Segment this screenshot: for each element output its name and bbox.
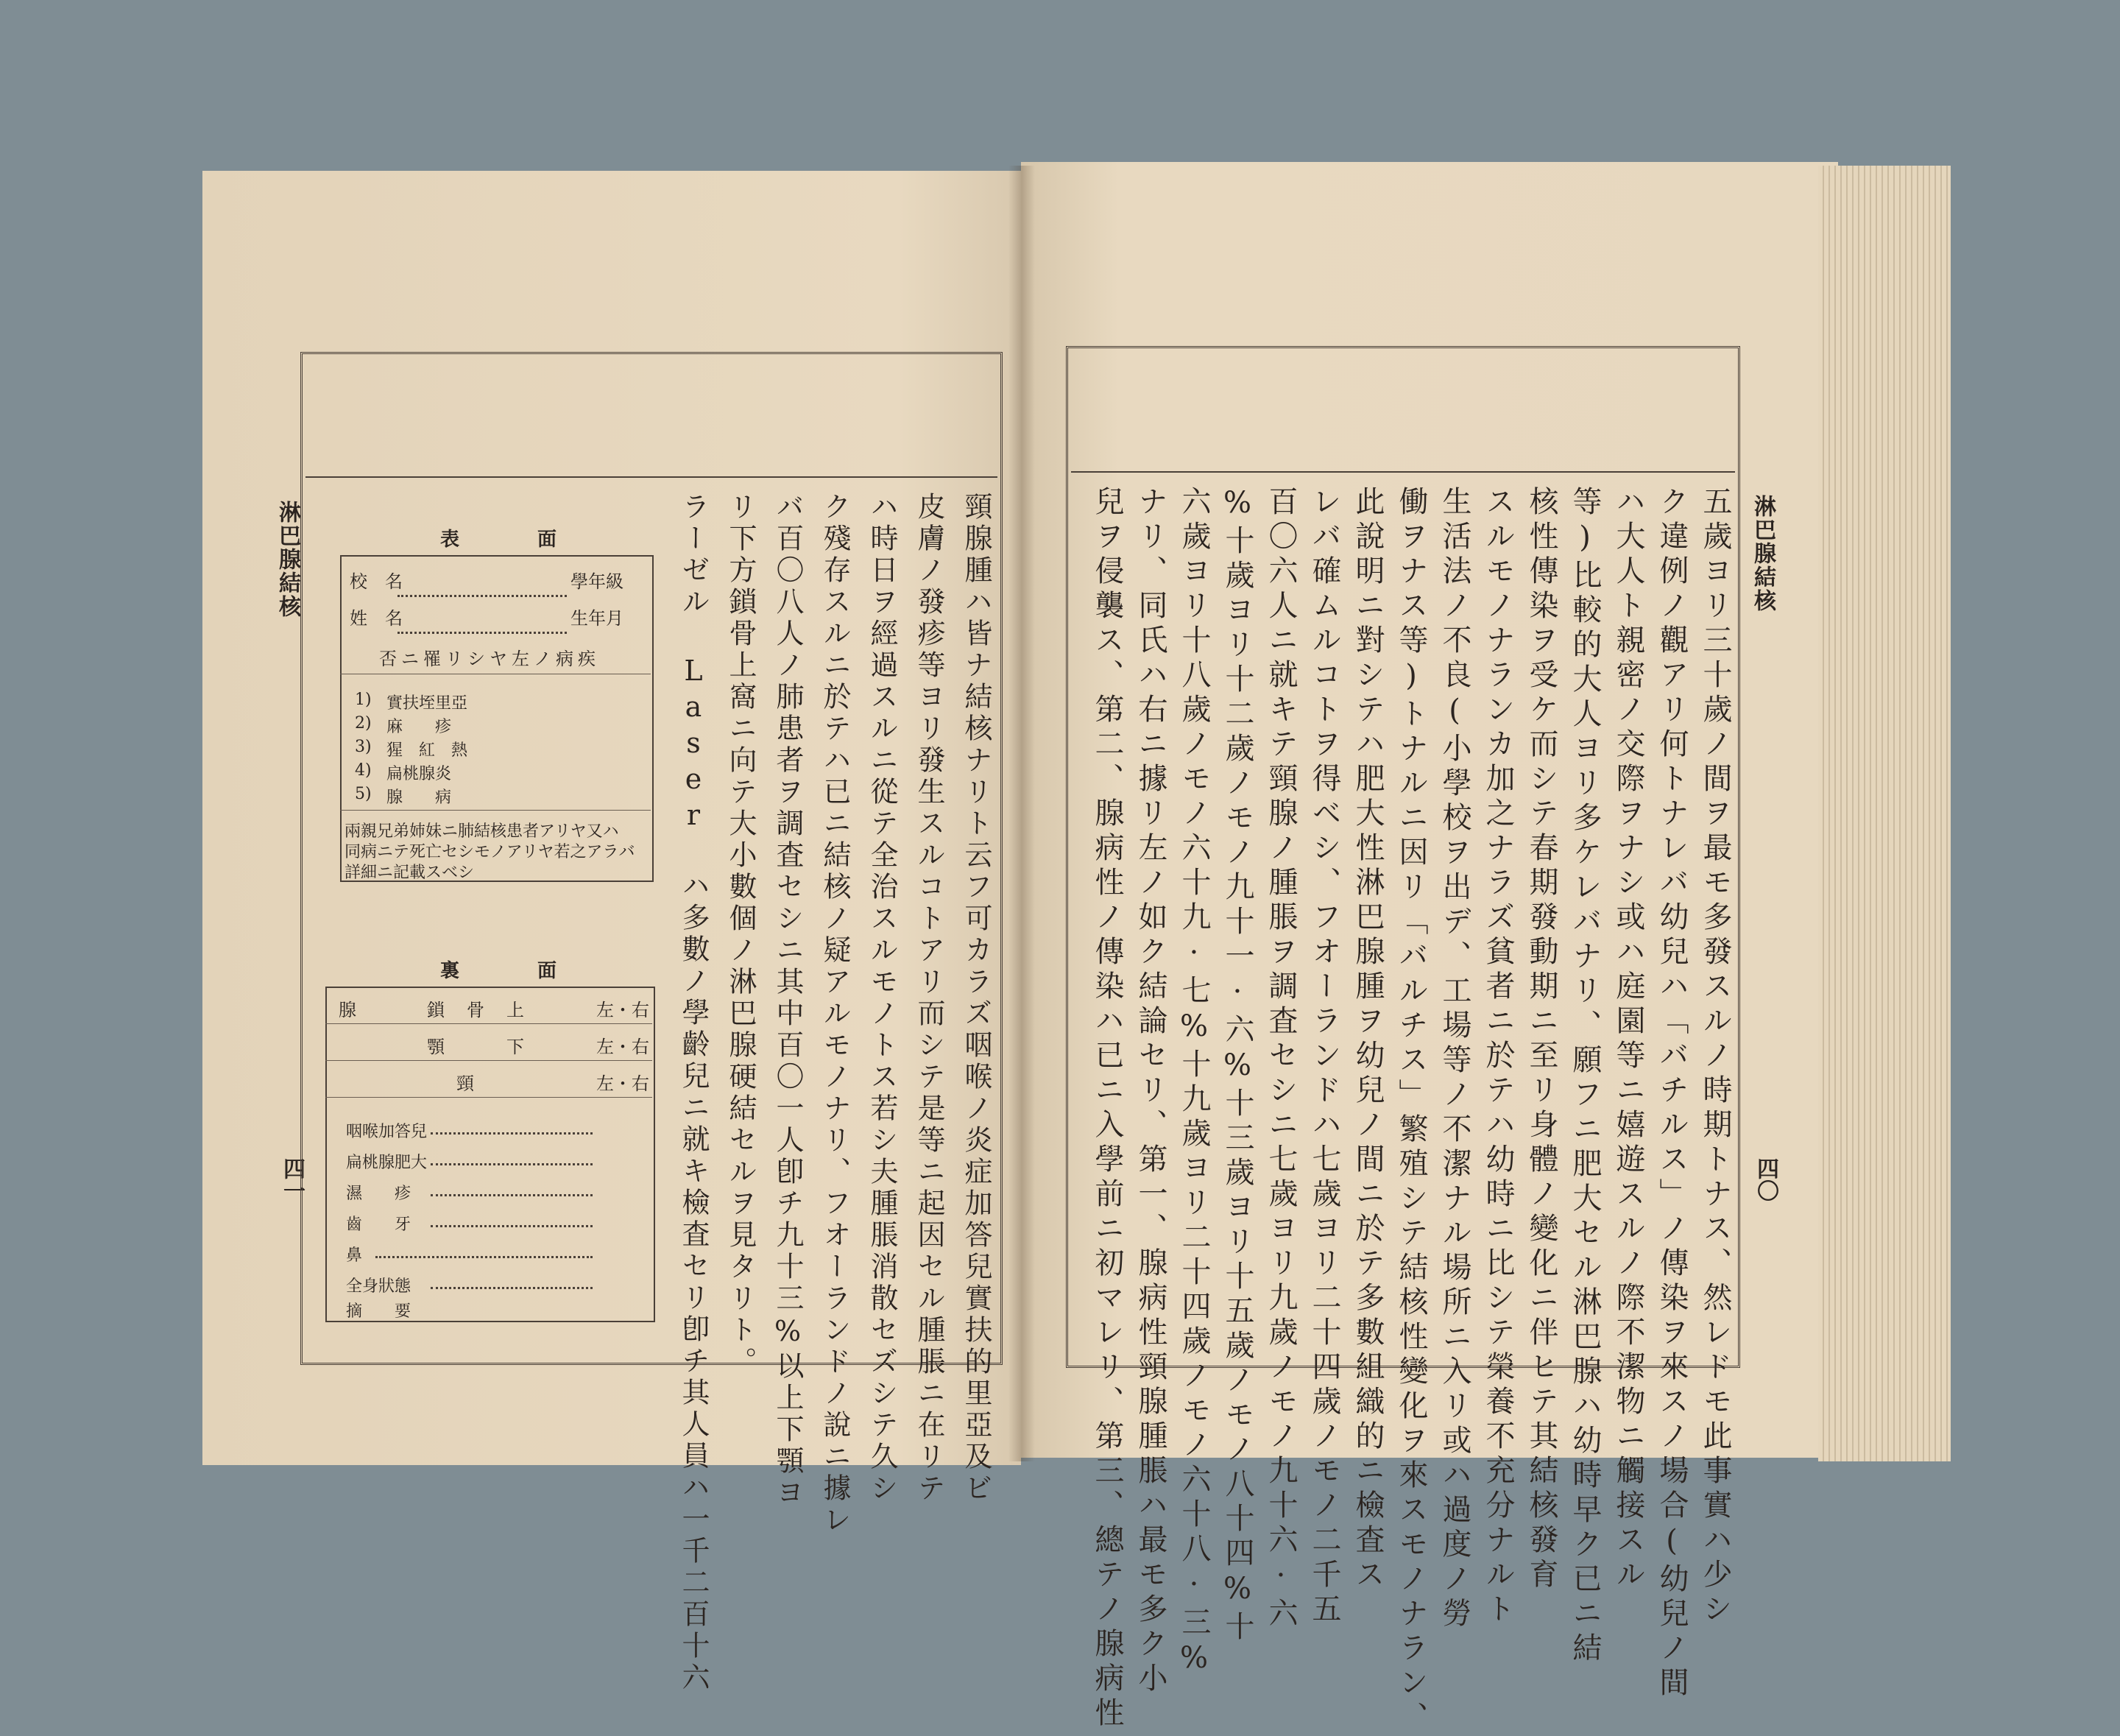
left-body-column: ラーゼル Laser ハ多數ノ學齡兒ニ就キ檢査セリ卽チ其人員ハ一千二百十六 [677,492,710,1694]
disease-number: 3) [355,738,372,756]
right-body-column: ハ大人ト親密ノ交際ヲナシ或ハ庭園等ニ嬉遊スルノ際不潔物ニ觸接スル [1611,486,1645,1593]
disease-number: 1) [355,691,372,709]
dotted-line [431,1132,593,1135]
left-frame-rule [305,476,997,478]
right-body-column: ナリ、同氏ハ右ニ據リ左ノ如ク結論セリ、第一、腺病性頸腺腫脹ハ最モ多ク小 [1134,486,1167,1697]
left-running-header: 淋巴腺結核 [275,501,300,618]
form-divider [325,1023,652,1024]
gland-label: 腺 [339,1000,356,1020]
right-body-column: 六歲ヨリ十八歲ノモノ六十九·七%十九歲ヨリ二十四歲ノモノ六十八·三% [1177,486,1211,1680]
left-body-column: 皮膚ノ發疹等ヨリ發生スルコトアリ而シテ是等ニ起因セル腫脹ニ在リテ [913,492,945,1505]
check-item: 全身狀態 [346,1277,411,1296]
neck-part-label: 頸 [456,1073,474,1094]
health-record-form [309,486,655,1347]
right-body-column: %十歲ヨリ十二歲ノモノ九十一·六%十三歲ヨリ十五歲ノモノ八十四%十 [1220,486,1254,1645]
check-item: 扁桃腺肥大 [346,1154,428,1172]
birth-date-label: 生年月 [570,608,623,629]
neck-part-label: 鎖 骨 上 [427,1000,526,1020]
disease-name: 猩 紅 熱 [386,741,468,760]
right-body-column: レバ確ムルコトヲ得ベシ、フオーランドハ七歲ヨリ二十四歲ノモノ二千五 [1307,486,1341,1628]
dotted-line [431,1163,593,1165]
right-body-column: 此說明ニ對シテハ肥大性淋巴腺腫ヲ幼兒ノ間ニ於テ多數組織的ニ檢査ス [1351,486,1385,1593]
book-gutter [1008,166,1035,1461]
left-body-text [666,492,992,1694]
right-body-column: 生活法ノ不良(小學校ヲ出デ、工場等ノ不潔ナル場所ニ入リ或ハ過度ノ勞 [1438,486,1471,1632]
right-body-column: 働ヲナス等)トナルニ因リ「バルチス」繁殖シテ結核性變化ヲ來スモノナラン、 [1394,486,1428,1736]
right-body-column: 百〇六人ニ就キテ頸腺ノ腫脹ヲ調査セシニ七歲ヨリ九歲ノモノ九十六·六 [1264,486,1298,1632]
right-body-column: 五歲ヨリ三十歲ノ間ヲ最モ多發スルノ時期トナス、然レドモ此事實ハ少シ [1698,486,1732,1628]
left-page-number: 四一 [279,1157,305,1202]
form-divider [325,1097,652,1098]
disease-name: 實扶垤里亞 [386,694,468,713]
right-body-column: 核性傳染ヲ受ケ而シテ春期發動期ニ至リ身體ノ變化ニ伴ヒテ其結核發育 [1524,486,1558,1593]
right-running-header: 淋巴腺結核 [1750,495,1776,613]
school-name-dotted-line [398,595,567,597]
dotted-line [431,1194,593,1196]
left-body-column: ク殘存スルニ於テハ已ニ結核ノ疑アルモノナリ、フオーランドノ說ニ據レ [819,492,851,1536]
disease-number: 5) [355,785,372,803]
dotted-line [431,1287,593,1289]
side-label: 左・右 [596,1073,649,1094]
school-name-label: 校 名 [350,571,403,592]
family-history-note: 兩親兄弟姉妹ニ肺結核患者アリヤ又ハ [344,822,619,841]
right-body-text [1075,486,1732,1736]
form-divider [340,810,651,811]
right-body-column: 等)比較的大人ヨリ多ケレバナリ、願フニ肥大セル淋巴腺ハ幼時早ク已ニ結 [1568,486,1602,1667]
student-name-dotted-line [398,632,567,634]
form-back-title: 裏 面 [440,960,587,982]
left-body-column: バ百〇八人ノ肺患者ヲ調査セシニ其中百〇一人卽チ九十三%以上下顎ヨ [771,492,804,1509]
page-edges [1818,166,1951,1461]
form-front-title: 表 面 [440,529,587,551]
left-body-column: ハ時日ヲ經過スルニ從テ全治スルモノトス若シ夫腫脹消散セズシテ久シ [866,492,898,1505]
dotted-line [431,1225,593,1227]
disease-number: 2) [355,714,372,733]
disease-name: 扁桃腺炎 [386,765,452,783]
check-item: 咽喉加答兒 [346,1123,428,1141]
right-frame-rule [1071,471,1735,473]
check-item: 齒 牙 [346,1215,411,1234]
family-history-note: 詳細ニ記載スベシ [344,864,475,882]
left-body-column: リ下方鎖骨上窩ニ向テ大小數個ノ淋巴腺硬結セルヲ見タリト。 [724,492,757,1378]
right-body-column: ク違例ノ觀アリ何トナレバ幼兒ハ「バチルス」ノ傳染ヲ來スノ場合(幼兒ノ間 [1655,486,1689,1701]
neck-part-label: 顎 下 [427,1037,526,1057]
student-name-label: 姓 名 [350,608,403,629]
right-body-column: スルモノナランカ加之ナラズ貧者ニ於テハ幼時ニ比シテ榮養不充分ナルト [1481,486,1515,1628]
family-history-note: 同病ニテ死亡セシモノアリヤ若之アラバ [344,843,635,861]
check-item: 濕 疹 [346,1185,411,1203]
form-divider [325,1060,652,1061]
left-body-column: 頸腺腫ハ皆ナ結核ナリト云フ可カラズ咽喉ノ炎症加答兒實扶的里亞及ビ [960,492,992,1505]
disease-number: 4) [355,761,372,780]
disease-question: 否ニ罹リシヤ左ノ病疾 [379,649,600,669]
side-label: 左・右 [596,1037,649,1057]
grade-label: 學年級 [570,571,623,592]
disease-name: 腺 病 [386,788,452,807]
dotted-line [375,1256,593,1258]
disease-name: 麻 疹 [386,718,452,736]
check-item: 鼻 [346,1246,363,1265]
right-page-number: 四〇 [1753,1157,1778,1202]
check-item: 摘 要 [346,1302,411,1321]
right-body-column: 兒ヲ侵襲ス、第二、腺病性ノ傳染ハ已ニ入學前ニ初マレリ、第三、總テノ腺病性 [1090,486,1124,1732]
side-label: 左・右 [596,1000,649,1020]
